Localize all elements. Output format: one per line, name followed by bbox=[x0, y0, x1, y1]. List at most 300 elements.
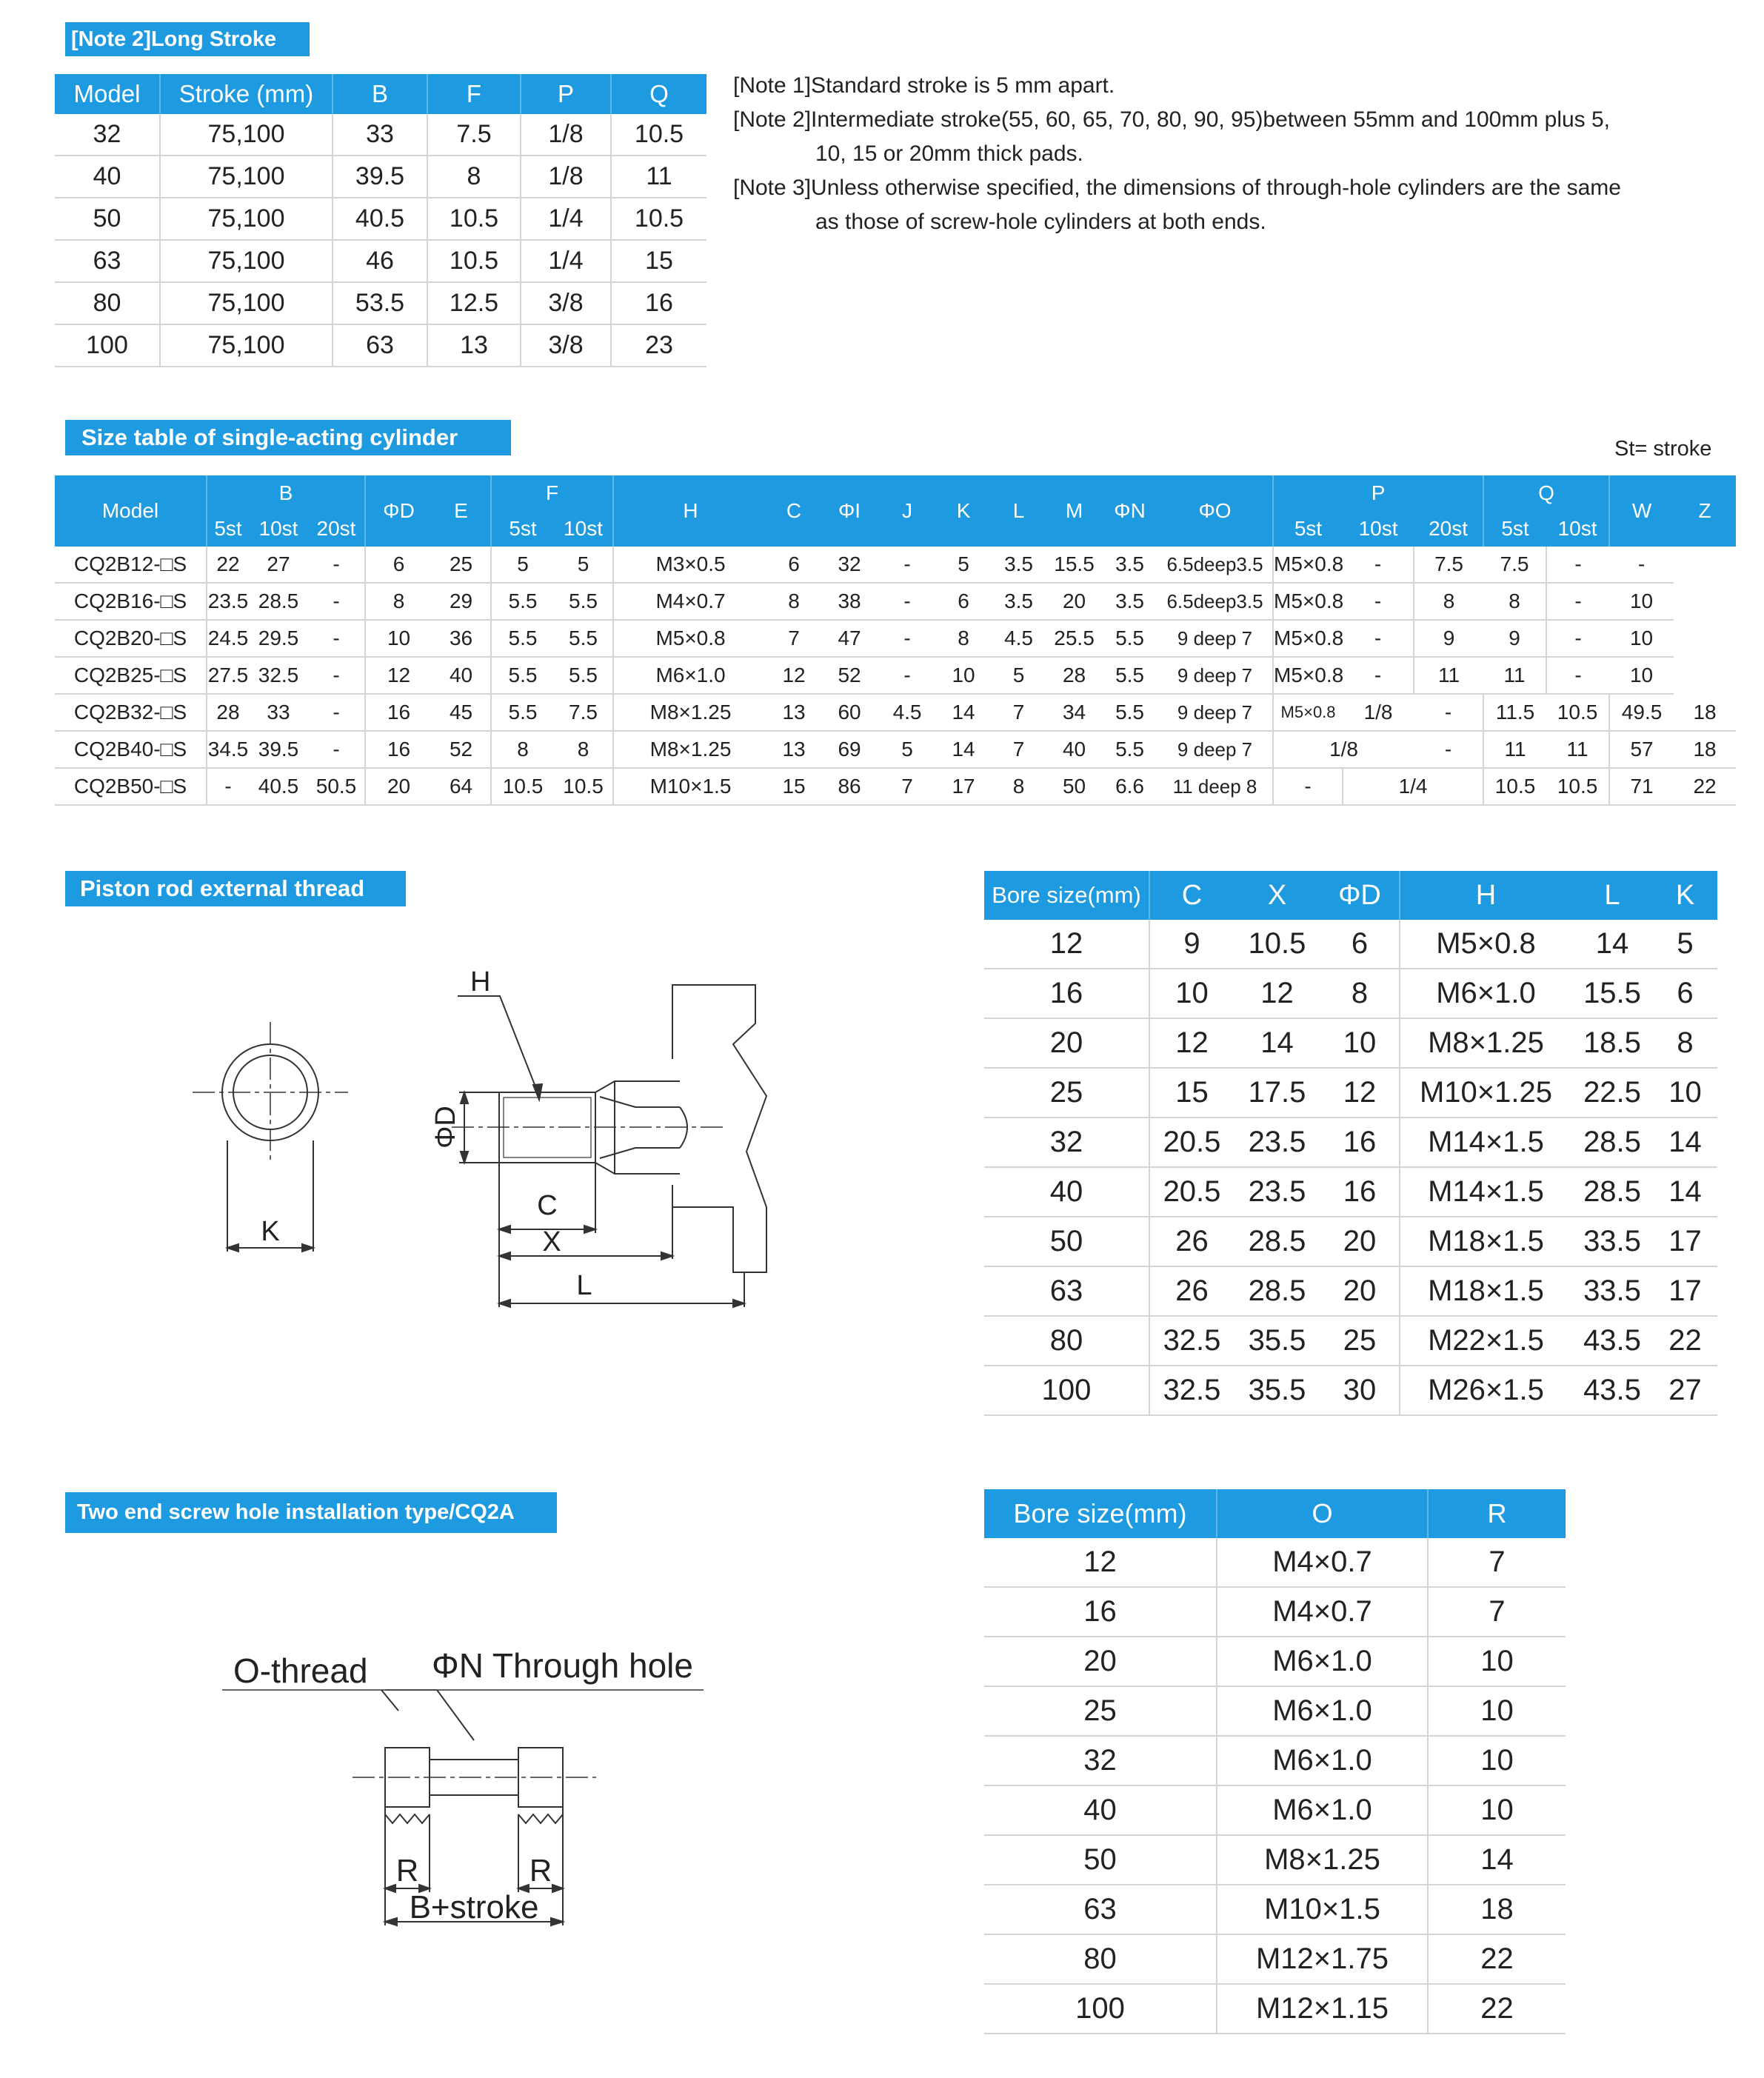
table-cell: 28.5 bbox=[1571, 1117, 1653, 1167]
table-cell: 23.5 bbox=[1234, 1167, 1320, 1217]
table-cell: 20 bbox=[1046, 583, 1102, 620]
table-cell: 14 bbox=[1653, 1167, 1717, 1217]
table-cell: 3.5 bbox=[991, 547, 1046, 583]
table-cell: 10 bbox=[1149, 969, 1234, 1018]
table-cell: 12.5 bbox=[427, 282, 521, 324]
table-cell: 5.5 bbox=[554, 620, 613, 657]
col-model: Model bbox=[55, 475, 207, 547]
table-cell: 12 bbox=[984, 1538, 1217, 1587]
table-row bbox=[984, 1736, 1566, 1785]
table-row bbox=[984, 1885, 1566, 1934]
header-cell: Stroke (mm) bbox=[160, 74, 333, 114]
table-cell: M5×0.8 bbox=[1273, 583, 1343, 620]
table-cell: 11 bbox=[611, 156, 706, 198]
table-row bbox=[984, 1167, 1717, 1217]
table-cell: 9 deep 7 bbox=[1157, 694, 1273, 731]
table-cell: 40 bbox=[1046, 731, 1102, 768]
table-cell: 11 bbox=[1546, 731, 1609, 768]
table-cell: 22 bbox=[1674, 768, 1736, 805]
label-o-thread: O-thread bbox=[233, 1651, 368, 1690]
table-cell: 8 bbox=[767, 583, 821, 620]
table-cell: 8 bbox=[1320, 969, 1400, 1018]
table-cell: 20.5 bbox=[1149, 1167, 1234, 1217]
table-cell: 75,100 bbox=[160, 156, 333, 198]
table-row bbox=[984, 1934, 1566, 1984]
label-b-stroke: B+stroke bbox=[409, 1889, 539, 1925]
col-o: ΦO bbox=[1157, 475, 1273, 547]
table-cell: M5×0.8 bbox=[1273, 657, 1343, 694]
table-row bbox=[984, 969, 1717, 1018]
table-cell: 10.5 bbox=[611, 198, 706, 240]
table-cell: M6×1.0 bbox=[1217, 1686, 1428, 1736]
header-cell: X bbox=[1234, 871, 1320, 920]
table-cell: 9 deep 7 bbox=[1157, 731, 1273, 768]
table-cell: 14 bbox=[1234, 1018, 1320, 1068]
table-cell: 40 bbox=[984, 1785, 1217, 1835]
table-cell: 25 bbox=[432, 547, 491, 583]
table-cell: 20 bbox=[1320, 1217, 1400, 1266]
col-b-20st: 20st bbox=[308, 511, 365, 547]
table-cell: 12 bbox=[767, 657, 821, 694]
table-cell: 18 bbox=[1428, 1885, 1566, 1934]
table-cell: - bbox=[1414, 731, 1483, 768]
label-through-hole: ΦN Through hole bbox=[432, 1646, 693, 1685]
table-cell: 5 bbox=[1653, 920, 1717, 969]
table-cell: 36 bbox=[432, 620, 491, 657]
table-cell: - bbox=[1343, 657, 1414, 694]
table-cell: CQ2B25-□S bbox=[55, 657, 207, 694]
table-cell: 32 bbox=[984, 1736, 1217, 1785]
note-2-cont: 10, 15 or 20mm thick pads. bbox=[815, 141, 1083, 166]
table-cell: 10 bbox=[1428, 1736, 1566, 1785]
stroke-note: St= stroke bbox=[1614, 437, 1712, 461]
table-cell: 53.5 bbox=[333, 282, 427, 324]
table-cell: 86 bbox=[821, 768, 878, 805]
table-cell: 5.5 bbox=[491, 620, 554, 657]
table-cell: - bbox=[1343, 547, 1414, 583]
table-cell: 10.5 bbox=[427, 198, 521, 240]
table-row bbox=[984, 1785, 1566, 1835]
table-cell: 5.5 bbox=[554, 583, 613, 620]
table-row bbox=[55, 324, 706, 367]
col-f: F bbox=[491, 475, 613, 511]
col-n: ΦN bbox=[1102, 475, 1157, 547]
table-cell: 28.5 bbox=[249, 583, 308, 620]
table-cell: M4×0.7 bbox=[613, 583, 767, 620]
table-cell: 28 bbox=[207, 694, 249, 731]
header-cell: B bbox=[333, 74, 427, 114]
table-cell: 27 bbox=[249, 547, 308, 583]
table-cell: 75,100 bbox=[160, 240, 333, 282]
long-stroke-table bbox=[55, 74, 706, 367]
table-row bbox=[984, 1366, 1717, 1415]
table-cell: 3/8 bbox=[521, 282, 611, 324]
table-cell: 80 bbox=[55, 282, 160, 324]
table-cell: 22 bbox=[1428, 1984, 1566, 2034]
table-cell: 33 bbox=[249, 694, 308, 731]
table-cell: 10 bbox=[1428, 1785, 1566, 1835]
table-cell: 15.5 bbox=[1571, 969, 1653, 1018]
label-c: C bbox=[537, 1190, 558, 1221]
col-b-10st: 10st bbox=[249, 511, 308, 547]
table-cell: 10 bbox=[1653, 1068, 1717, 1117]
col-i: ΦI bbox=[821, 475, 878, 547]
table-cell: 23 bbox=[611, 324, 706, 367]
col-w: W bbox=[1609, 475, 1674, 547]
table-cell: M5×0.8 bbox=[1273, 547, 1343, 583]
table-row bbox=[984, 1266, 1717, 1316]
table-cell: 10.5 bbox=[1483, 768, 1546, 805]
table-cell: 8 bbox=[1483, 583, 1546, 620]
table-cell: 10 bbox=[1428, 1686, 1566, 1736]
table-cell: 20.5 bbox=[1149, 1117, 1234, 1167]
table-cell: - bbox=[308, 657, 365, 694]
table-cell: 18 bbox=[1674, 731, 1736, 768]
col-q: Q bbox=[1483, 475, 1609, 511]
table-cell: 15 bbox=[767, 768, 821, 805]
table-cell: - bbox=[1546, 547, 1609, 583]
col-l: L bbox=[991, 475, 1046, 547]
table-cell: 28.5 bbox=[1234, 1266, 1320, 1316]
table-cell: 100 bbox=[55, 324, 160, 367]
table-cell: 7 bbox=[878, 768, 936, 805]
col-z: Z bbox=[1674, 475, 1736, 547]
table-cell: - bbox=[1414, 694, 1483, 731]
table-cell: 13 bbox=[767, 694, 821, 731]
table-cell: 33.5 bbox=[1571, 1266, 1653, 1316]
table-cell: 47 bbox=[821, 620, 878, 657]
table-cell: 32 bbox=[821, 547, 878, 583]
table-cell: 1/8 bbox=[1273, 731, 1414, 768]
table-row bbox=[984, 920, 1717, 969]
table-cell: 63 bbox=[333, 324, 427, 367]
table-cell: 25 bbox=[984, 1068, 1149, 1117]
label-r-left: R bbox=[395, 1853, 419, 1888]
table-cell: 17 bbox=[1653, 1217, 1717, 1266]
table-row bbox=[55, 198, 706, 240]
note-3: [Note 3]Unless otherwise specified, the dimensions of through-hole cylinders are the same bbox=[733, 176, 1621, 200]
table-cell: 11.5 bbox=[1483, 694, 1546, 731]
table-cell: 12 bbox=[1320, 1068, 1400, 1117]
table-cell: 3.5 bbox=[1102, 583, 1157, 620]
table-cell: 22 bbox=[207, 547, 249, 583]
table-cell: 40 bbox=[55, 156, 160, 198]
label-k: K bbox=[261, 1216, 280, 1247]
table-cell: 10 bbox=[365, 620, 432, 657]
header-cell: Model bbox=[55, 74, 160, 114]
header-cell: L bbox=[1571, 871, 1653, 920]
col-f-5st: 5st bbox=[491, 511, 554, 547]
table-cell: M5×0.8 bbox=[1273, 694, 1343, 731]
table-cell: CQ2B40-□S bbox=[55, 731, 207, 768]
table-cell: 75,100 bbox=[160, 282, 333, 324]
table-cell: 33 bbox=[333, 114, 427, 156]
table-cell: 9 bbox=[1414, 620, 1483, 657]
header-cell: P bbox=[521, 74, 611, 114]
table-cell: 11 deep 8 bbox=[1157, 768, 1273, 805]
table-cell: - bbox=[1343, 620, 1414, 657]
table-cell: 46 bbox=[333, 240, 427, 282]
table-cell: 20 bbox=[984, 1018, 1149, 1068]
header-cell: Bore size(mm) bbox=[984, 871, 1149, 920]
note-3-cont: as those of screw-hole cylinders at both ends. bbox=[815, 210, 1266, 234]
col-p-5st: 5st bbox=[1273, 511, 1343, 547]
table-cell: 34.5 bbox=[207, 731, 249, 768]
table-cell: M10×1.25 bbox=[1400, 1068, 1571, 1117]
header-cell: Bore size(mm) bbox=[984, 1489, 1217, 1538]
table-cell: 43.5 bbox=[1571, 1316, 1653, 1366]
table-row bbox=[984, 1068, 1717, 1117]
table-cell: 11 bbox=[1483, 731, 1546, 768]
table-row bbox=[984, 1984, 1566, 2034]
table-row bbox=[984, 1117, 1717, 1167]
table-cell: 5.5 bbox=[1102, 657, 1157, 694]
table-cell: 57 bbox=[1609, 731, 1674, 768]
table-row bbox=[984, 1686, 1566, 1736]
table-cell: 8 bbox=[365, 583, 432, 620]
col-c: C bbox=[767, 475, 821, 547]
table-row bbox=[55, 240, 706, 282]
table-cell: - bbox=[308, 583, 365, 620]
piston-rod-diagram bbox=[185, 963, 792, 1326]
note-1: [Note 1]Standard stroke is 5 mm apart. bbox=[733, 73, 1115, 98]
table-cell: 26 bbox=[1149, 1217, 1234, 1266]
table-cell: 10.5 bbox=[491, 768, 554, 805]
notes-block bbox=[733, 69, 1755, 239]
table-cell: 8 bbox=[936, 620, 991, 657]
table-cell: 45 bbox=[432, 694, 491, 731]
table-cell: 16 bbox=[1320, 1167, 1400, 1217]
table-row bbox=[55, 620, 1736, 657]
table-cell: 16 bbox=[984, 1587, 1217, 1637]
col-q-5st: 5st bbox=[1483, 511, 1546, 547]
table-cell: M6×1.0 bbox=[1400, 969, 1571, 1018]
table-cell: 38 bbox=[821, 583, 878, 620]
table-cell: 40.5 bbox=[333, 198, 427, 240]
table-cell: 14 bbox=[936, 694, 991, 731]
table-cell: 75,100 bbox=[160, 198, 333, 240]
table-cell: M10×1.5 bbox=[1217, 1885, 1428, 1934]
table-cell: 60 bbox=[821, 694, 878, 731]
table-row bbox=[984, 1538, 1566, 1587]
table-cell: - bbox=[1343, 583, 1414, 620]
header-cell: O bbox=[1217, 1489, 1428, 1538]
table-cell: 23.5 bbox=[207, 583, 249, 620]
label-h: H bbox=[470, 966, 491, 998]
header-cell: Q bbox=[611, 74, 706, 114]
table-cell: 32.5 bbox=[249, 657, 308, 694]
table-cell: 8 bbox=[1653, 1018, 1717, 1068]
table-cell: 14 bbox=[1428, 1835, 1566, 1885]
table-cell: 40 bbox=[432, 657, 491, 694]
col-b: B bbox=[207, 475, 365, 511]
table-cell: 26 bbox=[1149, 1266, 1234, 1316]
table-cell: 9 deep 7 bbox=[1157, 620, 1273, 657]
table-row bbox=[984, 1587, 1566, 1637]
table-cell: - bbox=[1546, 583, 1609, 620]
table-cell: 15.5 bbox=[1046, 547, 1102, 583]
table-cell: - bbox=[308, 547, 365, 583]
table-cell: 7 bbox=[1428, 1538, 1566, 1587]
table-cell: 32.5 bbox=[1149, 1316, 1234, 1366]
table-cell: 7.5 bbox=[427, 114, 521, 156]
table-cell: CQ2B32-□S bbox=[55, 694, 207, 731]
table-cell: 1/8 bbox=[1343, 694, 1414, 731]
col-b-5st: 5st bbox=[207, 511, 249, 547]
table-cell: 18.5 bbox=[1571, 1018, 1653, 1068]
single-acting-title: Size table of single-acting cylinder bbox=[65, 420, 511, 455]
table-cell: 7.5 bbox=[1483, 547, 1546, 583]
table-cell: 63 bbox=[984, 1266, 1149, 1316]
table-cell: 6.5deep3.5 bbox=[1157, 583, 1273, 620]
table-cell: 7.5 bbox=[1414, 547, 1483, 583]
single-acting-table bbox=[55, 475, 1736, 806]
table-cell: M6×1.0 bbox=[1217, 1637, 1428, 1686]
table-cell: 20 bbox=[984, 1637, 1217, 1686]
table-cell: 10.5 bbox=[554, 768, 613, 805]
table-cell: 22 bbox=[1653, 1316, 1717, 1366]
col-m: M bbox=[1046, 475, 1102, 547]
table-header-row bbox=[55, 74, 706, 114]
table-cell: M5×0.8 bbox=[613, 620, 767, 657]
table-cell: 27.5 bbox=[207, 657, 249, 694]
table-cell: 28.5 bbox=[1234, 1217, 1320, 1266]
table-cell: 25 bbox=[1320, 1316, 1400, 1366]
table-cell: CQ2B20-□S bbox=[55, 620, 207, 657]
table-row bbox=[55, 547, 1736, 583]
table-cell: 4.5 bbox=[991, 620, 1046, 657]
table-cell: 10 bbox=[936, 657, 991, 694]
table-cell: 1/4 bbox=[521, 198, 611, 240]
table-cell: 25.5 bbox=[1046, 620, 1102, 657]
table-cell: M14×1.5 bbox=[1400, 1117, 1571, 1167]
table-cell: 13 bbox=[767, 731, 821, 768]
col-p: P bbox=[1273, 475, 1483, 511]
col-d: ΦD bbox=[365, 475, 432, 547]
table-cell: - bbox=[308, 694, 365, 731]
table-cell: 5.5 bbox=[1102, 620, 1157, 657]
table-cell: 6 bbox=[767, 547, 821, 583]
table-row bbox=[55, 731, 1736, 768]
table-cell: - bbox=[308, 620, 365, 657]
table-cell: M14×1.5 bbox=[1400, 1167, 1571, 1217]
table-cell: 5 bbox=[878, 731, 936, 768]
table-cell: 29.5 bbox=[249, 620, 308, 657]
table-cell: 5 bbox=[936, 547, 991, 583]
table-cell: 15 bbox=[611, 240, 706, 282]
table-cell: 63 bbox=[984, 1885, 1217, 1934]
table-cell: 5.5 bbox=[491, 583, 554, 620]
table-cell: 6 bbox=[936, 583, 991, 620]
table-cell: - bbox=[207, 768, 249, 805]
table-cell: 32 bbox=[984, 1117, 1149, 1167]
table-cell: 4.5 bbox=[878, 694, 936, 731]
table-cell: M8×1.25 bbox=[613, 694, 767, 731]
table-cell: 80 bbox=[984, 1934, 1217, 1984]
table-cell: 64 bbox=[432, 768, 491, 805]
table-cell: 100 bbox=[984, 1366, 1149, 1415]
table-cell: M12×1.15 bbox=[1217, 1984, 1428, 2034]
table-cell: 50 bbox=[55, 198, 160, 240]
table-cell: CQ2B50-□S bbox=[55, 768, 207, 805]
table-cell: 32 bbox=[55, 114, 160, 156]
table-cell: 1/8 bbox=[521, 156, 611, 198]
table-header-row bbox=[55, 475, 1736, 511]
col-e: E bbox=[432, 475, 491, 547]
table-cell: 6.5deep3.5 bbox=[1157, 547, 1273, 583]
header-cell: K bbox=[1653, 871, 1717, 920]
table-cell: 8 bbox=[991, 768, 1046, 805]
table-cell: M6×1.0 bbox=[1217, 1785, 1428, 1835]
table-cell: 22 bbox=[1428, 1934, 1566, 1984]
table-cell: - bbox=[1609, 547, 1674, 583]
table-cell: M5×0.8 bbox=[1273, 620, 1343, 657]
long-stroke-title: [Note 2]Long Stroke bbox=[65, 22, 310, 56]
label-l: L bbox=[576, 1270, 592, 1301]
piston-table bbox=[984, 871, 1717, 1416]
header-cell: R bbox=[1428, 1489, 1566, 1538]
table-cell: - bbox=[878, 583, 936, 620]
table-row bbox=[55, 694, 1736, 731]
table-cell: M18×1.5 bbox=[1400, 1217, 1571, 1266]
table-cell: 100 bbox=[984, 1984, 1217, 2034]
table-cell: 5 bbox=[554, 547, 613, 583]
table-cell: M6×1.0 bbox=[613, 657, 767, 694]
table-row bbox=[55, 114, 706, 156]
table-cell: 34 bbox=[1046, 694, 1102, 731]
table-cell: 5.5 bbox=[1102, 731, 1157, 768]
table-cell: M22×1.5 bbox=[1400, 1316, 1571, 1366]
table-cell: 17 bbox=[1653, 1266, 1717, 1316]
table-cell: M18×1.5 bbox=[1400, 1266, 1571, 1316]
table-cell: 49.5 bbox=[1609, 694, 1674, 731]
table-cell: 32.5 bbox=[1149, 1366, 1234, 1415]
table-cell: 1/8 bbox=[521, 114, 611, 156]
table-cell: 8 bbox=[491, 731, 554, 768]
table-cell: 50 bbox=[1046, 768, 1102, 805]
table-cell: 14 bbox=[936, 731, 991, 768]
header-cell: F bbox=[427, 74, 521, 114]
table-cell: 17.5 bbox=[1234, 1068, 1320, 1117]
table-cell: 12 bbox=[365, 657, 432, 694]
table-cell: M10×1.5 bbox=[613, 768, 767, 805]
table-cell: 40.5 bbox=[249, 768, 308, 805]
col-q-10st: 10st bbox=[1546, 511, 1609, 547]
table-cell: 27 bbox=[1653, 1366, 1717, 1415]
table-cell: 22.5 bbox=[1571, 1068, 1653, 1117]
table-cell: - bbox=[878, 547, 936, 583]
table-cell: 10 bbox=[1428, 1637, 1566, 1686]
screw-title: Two end screw hole installation type/CQ2A bbox=[65, 1492, 557, 1533]
table-cell: 5.5 bbox=[491, 657, 554, 694]
table-cell: 28 bbox=[1046, 657, 1102, 694]
table-cell: 6 bbox=[1653, 969, 1717, 1018]
table-cell: 24.5 bbox=[207, 620, 249, 657]
table-cell: - bbox=[308, 731, 365, 768]
table-row bbox=[984, 1637, 1566, 1686]
table-cell: 11 bbox=[1483, 657, 1546, 694]
table-cell: 3/8 bbox=[521, 324, 611, 367]
table-cell: 14 bbox=[1571, 920, 1653, 969]
table-cell: 17 bbox=[936, 768, 991, 805]
screw-table bbox=[984, 1489, 1566, 2034]
col-h: H bbox=[613, 475, 767, 547]
table-cell: M4×0.7 bbox=[1217, 1538, 1428, 1587]
table-cell: 40 bbox=[984, 1167, 1149, 1217]
table-cell: 50 bbox=[984, 1835, 1217, 1885]
table-cell: 29 bbox=[432, 583, 491, 620]
table-cell: 3.5 bbox=[991, 583, 1046, 620]
